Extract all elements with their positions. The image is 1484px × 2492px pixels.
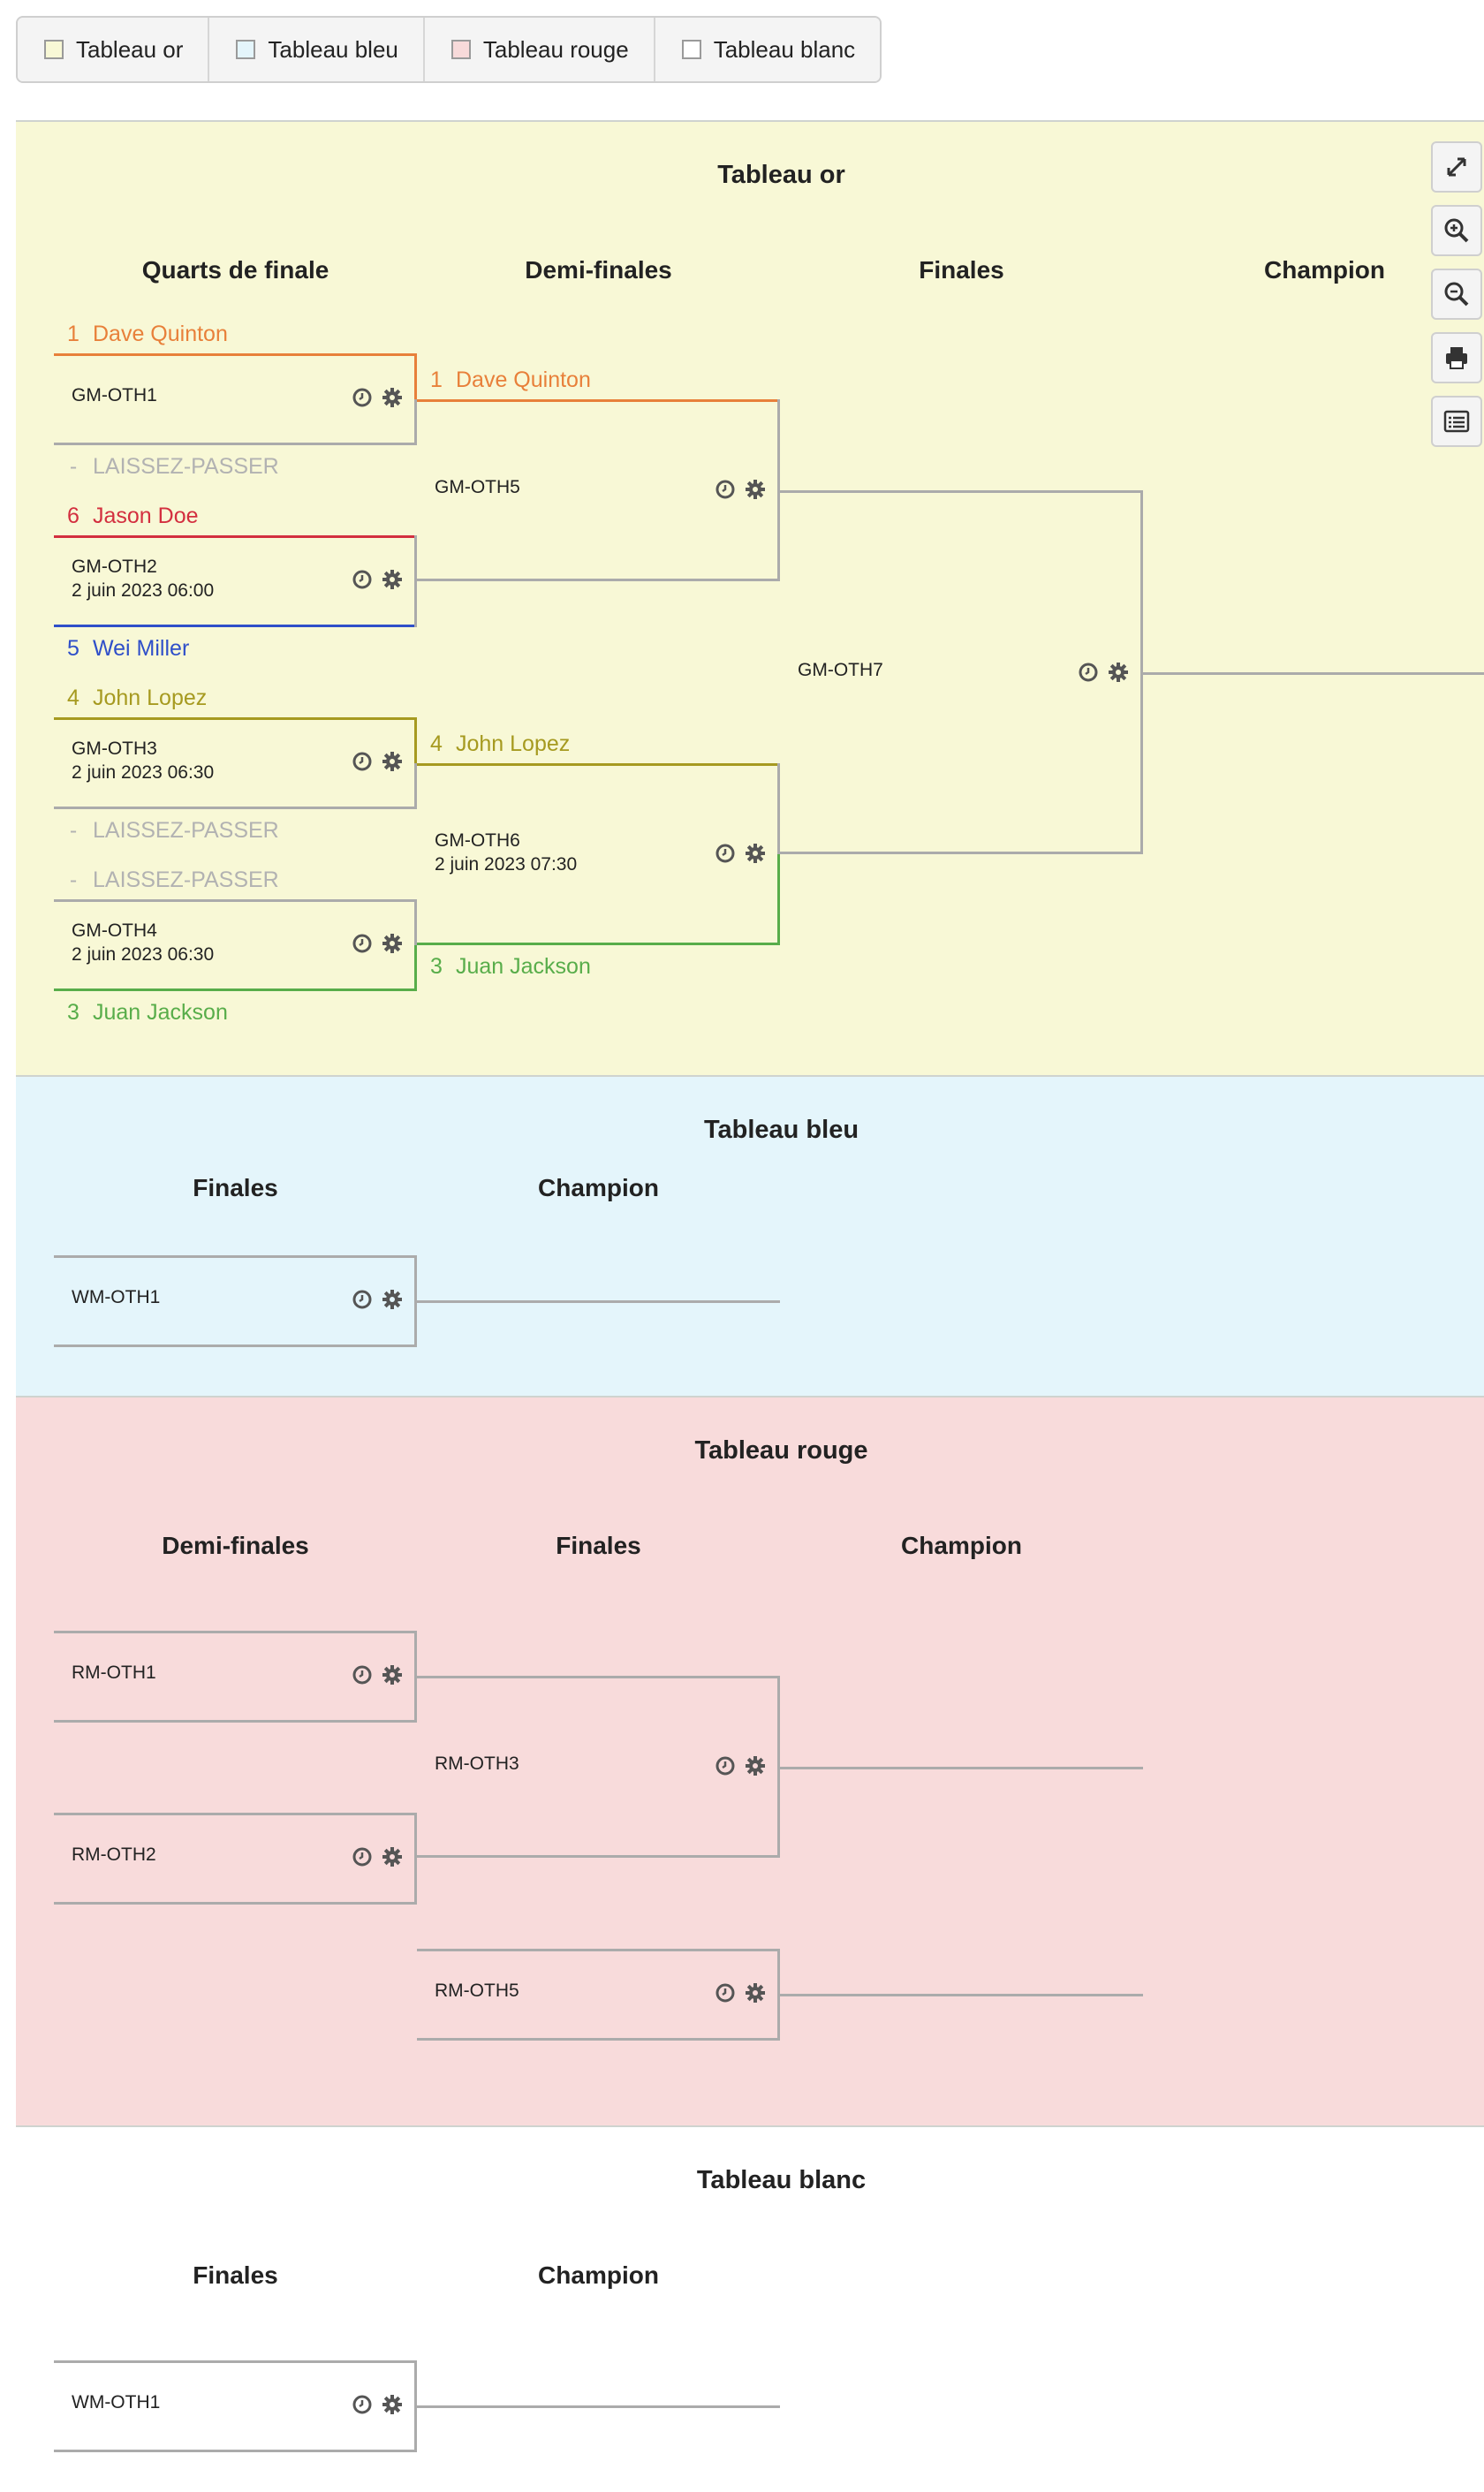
player-entry[interactable] — [54, 685, 207, 711]
round-title: Finales — [193, 2261, 278, 2289]
gear-icon[interactable] — [745, 1982, 766, 2003]
player-seed: 3 — [430, 954, 443, 979]
match-box[interactable] — [780, 490, 1143, 854]
match-date: 2 juin 2023 06:30 — [72, 762, 215, 783]
match-code: RM-OTH3 — [435, 1753, 519, 1774]
match-box[interactable] — [54, 1255, 417, 1347]
gear-icon[interactable] — [382, 569, 403, 590]
match-code: GM-OTH7 — [798, 660, 883, 680]
print-icon — [1442, 344, 1471, 372]
player-entry[interactable] — [54, 504, 199, 529]
player-entry[interactable] — [54, 322, 228, 347]
zoom-in-icon — [1442, 216, 1471, 245]
match-box[interactable] — [54, 353, 417, 445]
player-seed: 1 — [67, 322, 80, 346]
filter-label: Tableau rouge — [482, 35, 629, 63]
list-view-button[interactable] — [1431, 396, 1482, 447]
list-view-icon — [1442, 407, 1471, 436]
clock-icon[interactable] — [1078, 662, 1099, 683]
gear-icon[interactable] — [382, 2394, 403, 2415]
section-title: Tableau or — [717, 161, 845, 189]
player-seed: - — [69, 867, 78, 892]
gear-icon[interactable] — [745, 1755, 766, 1776]
gear-icon[interactable] — [382, 751, 403, 772]
player-seed: 1 — [430, 367, 443, 392]
match-code: GM-OTH6 — [435, 830, 520, 851]
round-title: Demi-finales — [162, 1532, 309, 1559]
match-code: WM-OTH1 — [72, 2392, 161, 2412]
red-bracket-section — [16, 1396, 1484, 2125]
player-name: Juan Jackson — [93, 1000, 228, 1025]
match-date: 2 juin 2023 06:00 — [72, 580, 215, 601]
player-name: Jason Doe — [93, 504, 199, 528]
round-title: Finales — [919, 256, 1004, 284]
gear-icon[interactable] — [1108, 662, 1129, 683]
player-entry[interactable] — [54, 454, 279, 480]
gear-icon[interactable] — [382, 387, 403, 408]
match-code: RM-OTH2 — [72, 1844, 156, 1865]
clock-icon[interactable] — [715, 1982, 736, 2003]
clock-icon[interactable] — [715, 1755, 736, 1776]
zoom-out-button[interactable] — [1431, 269, 1482, 320]
player-seed: 4 — [430, 731, 443, 756]
clock-icon[interactable] — [715, 843, 736, 864]
fullscreen-button[interactable] — [1431, 141, 1482, 193]
player-seed: 5 — [67, 636, 80, 661]
player-name: Juan Jackson — [456, 954, 591, 979]
match-code: GM-OTH3 — [72, 739, 157, 759]
match-date: 2 juin 2023 06:30 — [72, 944, 215, 965]
match-code: RM-OTH5 — [435, 1981, 519, 2001]
round-title: Finales — [193, 1174, 278, 1201]
filter-red-bracket[interactable] — [425, 18, 655, 81]
player-entry[interactable] — [417, 731, 570, 757]
player-entry[interactable] — [417, 954, 591, 980]
player-seed: 4 — [67, 685, 80, 710]
player-entry[interactable] — [54, 636, 189, 662]
match-box[interactable] — [417, 1949, 780, 2041]
section-title: Tableau rouge — [694, 1436, 868, 1465]
champion-line — [1143, 672, 1484, 675]
match-date: 2 juin 2023 07:30 — [435, 854, 578, 875]
player-name: LAISSEZ-PASSER — [93, 454, 279, 479]
player-seed: 6 — [67, 504, 80, 528]
filter-label: Tableau blanc — [713, 35, 856, 63]
clock-icon[interactable] — [352, 1846, 373, 1867]
round-title: Quarts de finale — [141, 256, 329, 284]
clock-icon[interactable] — [352, 751, 373, 772]
section-title: Tableau bleu — [703, 1116, 859, 1144]
round-title: Finales — [556, 1532, 641, 1559]
player-seed: - — [69, 454, 78, 479]
player-entry[interactable] — [54, 1000, 228, 1026]
filter-gold-bracket[interactable] — [18, 18, 209, 81]
clock-icon[interactable] — [352, 569, 373, 590]
player-name: Dave Quinton — [93, 322, 228, 346]
filter-blue-bracket[interactable] — [209, 18, 424, 81]
clock-icon[interactable] — [352, 2394, 373, 2415]
round-title: Champion — [538, 1174, 659, 1201]
match-box[interactable] — [54, 899, 417, 991]
match-box[interactable] — [417, 763, 780, 945]
match-code: GM-OTH1 — [72, 385, 157, 405]
match-box[interactable] — [54, 1813, 417, 1905]
player-name: Dave Quinton — [456, 367, 591, 392]
gear-icon[interactable] — [382, 1289, 403, 1310]
match-box[interactable] — [54, 717, 417, 809]
champion-line — [780, 1994, 1143, 1996]
clock-icon[interactable] — [352, 387, 373, 408]
round-title: Champion — [1264, 256, 1385, 284]
player-seed: 3 — [67, 1000, 80, 1025]
gear-icon[interactable] — [382, 933, 403, 954]
player-name: Wei Miller — [93, 636, 190, 661]
match-box[interactable] — [417, 399, 780, 581]
zoom-out-icon — [1442, 280, 1471, 308]
zoom-in-button[interactable] — [1431, 205, 1482, 256]
gear-icon[interactable] — [745, 479, 766, 500]
section-title: Tableau blanc — [696, 2166, 867, 2194]
player-name: LAISSEZ-PASSER — [93, 818, 279, 843]
player-name: John Lopez — [93, 685, 208, 710]
match-code: GM-OTH5 — [435, 477, 520, 497]
match-code: RM-OTH1 — [72, 1663, 156, 1683]
match-code: GM-OTH2 — [72, 557, 157, 577]
player-seed: - — [69, 818, 78, 843]
player-entry[interactable] — [417, 367, 591, 393]
round-title: Champion — [901, 1532, 1022, 1559]
match-box[interactable] — [54, 1631, 417, 1723]
match-box[interactable] — [417, 1676, 780, 1858]
print-button[interactable] — [1431, 332, 1482, 383]
blue-swatch — [236, 40, 255, 59]
player-entry[interactable] — [54, 867, 279, 893]
fullscreen-icon — [1443, 154, 1470, 180]
clock-icon[interactable] — [352, 933, 373, 954]
bracket-filter-bar — [16, 16, 882, 83]
gear-icon[interactable] — [382, 1846, 403, 1867]
round-title: Champion — [538, 2261, 659, 2289]
white-swatch — [682, 40, 701, 59]
gold-bracket-section — [16, 120, 1484, 1075]
champion-line — [417, 2405, 780, 2408]
match-box[interactable] — [54, 2360, 417, 2452]
gear-icon[interactable] — [382, 1664, 403, 1685]
blue-bracket-section — [16, 1075, 1484, 1396]
white-bracket-section — [16, 2125, 1484, 2492]
match-box[interactable] — [54, 535, 417, 627]
player-name: John Lopez — [456, 731, 571, 756]
champion-line — [417, 1300, 780, 1303]
filter-label: Tableau bleu — [268, 35, 398, 63]
player-name: LAISSEZ-PASSER — [93, 867, 279, 892]
round-title: Demi-finales — [525, 256, 672, 284]
champion-line — [780, 1767, 1143, 1769]
clock-icon[interactable] — [352, 1289, 373, 1310]
clock-icon[interactable] — [352, 1664, 373, 1685]
red-swatch — [451, 40, 471, 59]
clock-icon[interactable] — [715, 479, 736, 500]
match-code: WM-OTH1 — [72, 1287, 161, 1307]
filter-white-bracket[interactable] — [655, 18, 880, 81]
gear-icon[interactable] — [745, 843, 766, 864]
gold-swatch — [44, 40, 64, 59]
player-entry[interactable] — [54, 818, 279, 844]
filter-label: Tableau or — [76, 35, 184, 63]
match-code: GM-OTH4 — [72, 920, 157, 941]
